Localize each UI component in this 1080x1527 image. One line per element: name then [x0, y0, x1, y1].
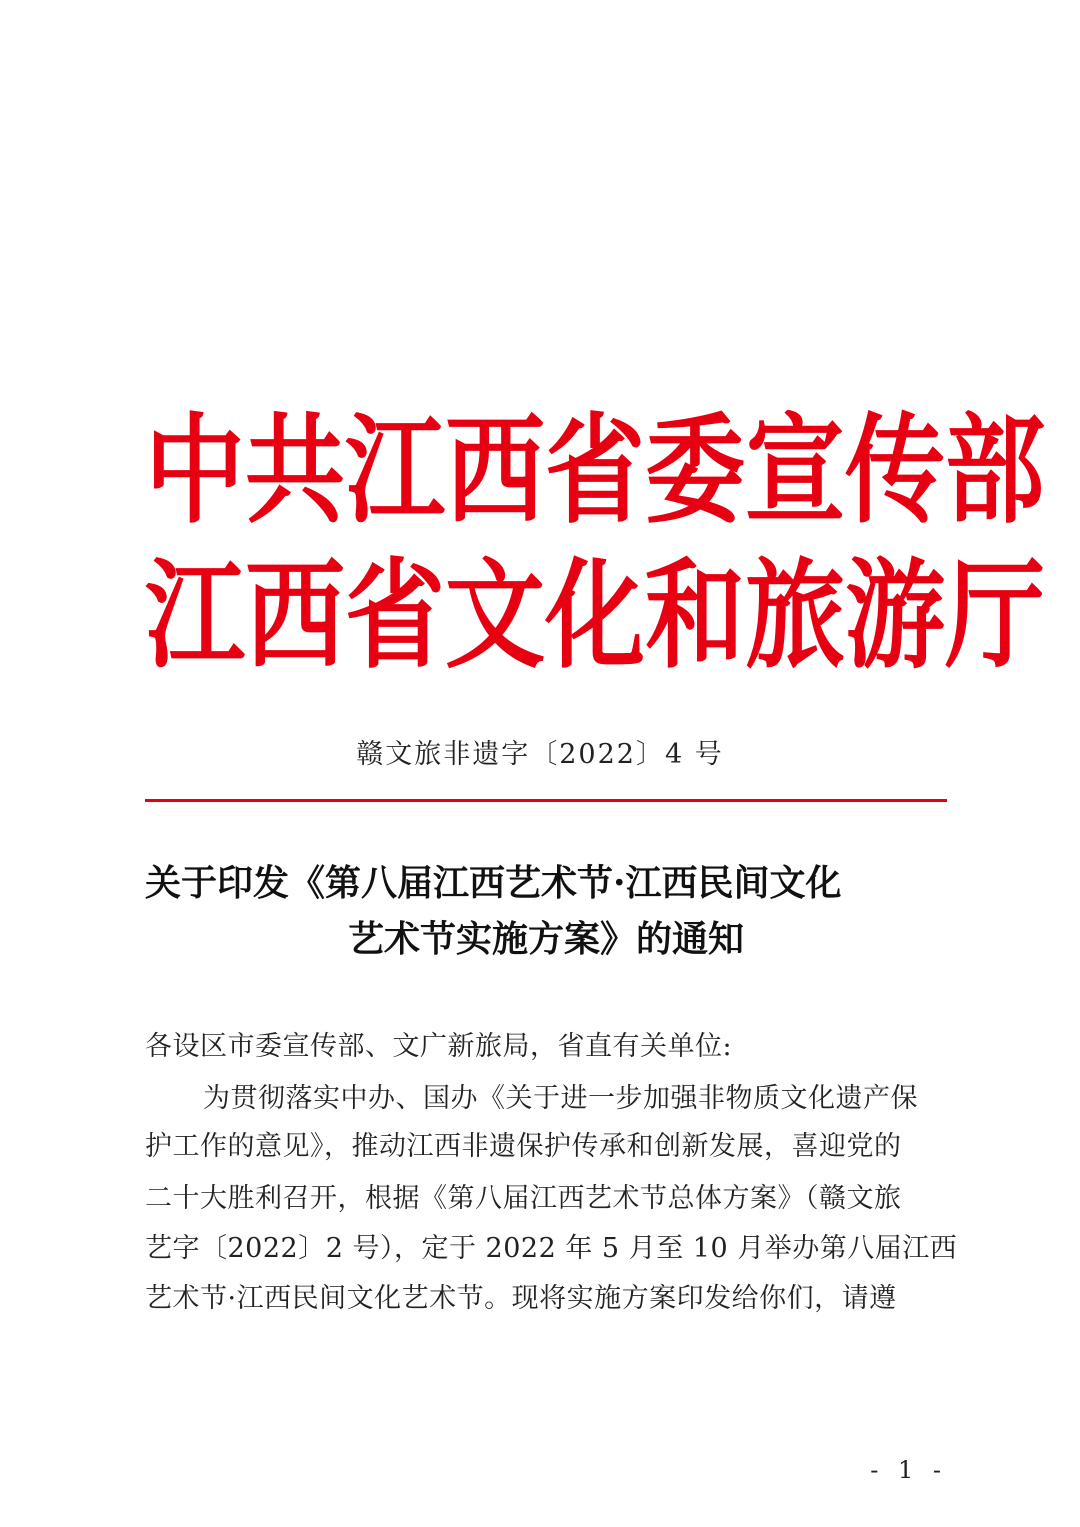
red-divider-line — [145, 799, 947, 802]
issuer-char: 旅 — [745, 545, 845, 685]
notice-title-line-1: 关于印发《第八届江西艺术节·江西民间文化 — [145, 862, 842, 904]
paragraph-line: 艺术节·江西民间文化艺术节。现将实施方案印发给你们，请遵 — [145, 1283, 897, 1314]
paragraph-line: 为贯彻落实中办、国办《关于进一步加强非物质文化遗产保 — [203, 1083, 918, 1114]
document-number: 赣文旅非遗字〔2022〕4 号 — [356, 739, 724, 770]
paragraph-line: 护工作的意见》，推动江西非遗保护传承和创新发展，喜迎党的 — [145, 1131, 902, 1162]
issuer-char: 省 — [345, 545, 445, 685]
issuer-char: 共 — [245, 400, 345, 540]
paragraph-line: 艺字〔2022〕2 号），定于 2022 年 5 月至 10 月举办第八届江西 — [145, 1233, 958, 1264]
issuer-char: 江 — [145, 545, 245, 685]
issuer-char: 文 — [445, 545, 545, 685]
issuer-char: 宣 — [745, 400, 845, 540]
issuer-char: 西 — [245, 545, 345, 685]
issuer-char: 化 — [545, 545, 645, 685]
salutation: 各设区市委宣传部、文广新旅局，省直有关单位: — [145, 1031, 733, 1062]
paragraph-line: 二十大胜利召开，根据《第八届江西艺术节总体方案》（赣文旅 — [145, 1183, 902, 1214]
issuer-char: 江 — [345, 400, 445, 540]
issuer-char: 传 — [845, 400, 945, 540]
issuer-name-culture-tourism-department — [145, 545, 1045, 685]
issuer-char: 委 — [645, 400, 745, 540]
issuer-char: 中 — [145, 400, 245, 540]
notice-title-line-2: 艺术节实施方案》的通知 — [347, 918, 744, 960]
issuer-char: 西 — [445, 400, 545, 540]
page-number: - 1 - — [870, 1456, 947, 1484]
issuer-name-propaganda-department — [145, 400, 1045, 540]
issuer-char: 省 — [545, 400, 645, 540]
notice-title — [145, 855, 947, 967]
issuer-char: 游 — [845, 545, 945, 685]
issuer-char: 厅 — [945, 545, 1045, 685]
issuer-char: 和 — [645, 545, 745, 685]
issuer-char: 部 — [945, 400, 1045, 540]
